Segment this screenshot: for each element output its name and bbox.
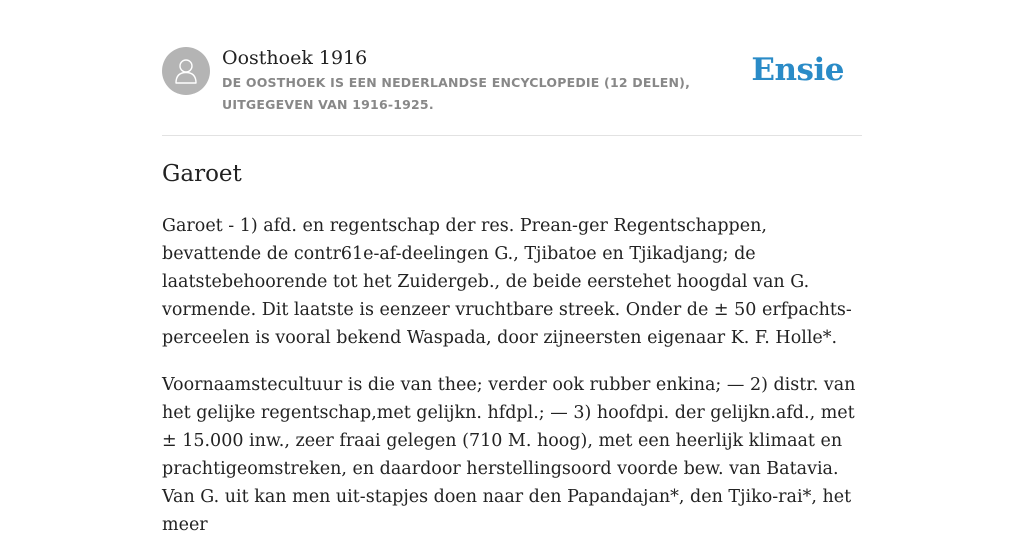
- source-avatar: [162, 47, 210, 95]
- source-description: DE OOSTHOEK IS EEN NEDERLANDSE ENCYCLOPEDIE (12 DELEN), UITGEGEVEN VAN 1916-1925.: [222, 75, 691, 112]
- article-paragraph: Garoet - 1) afd. en regentschap der res. Prean-ger Regentschappen, bevattende de contr61e-af-deelingen G., Tjibatoe en Tjikadjang; de laatstebehoorende tot het Zuidergeb., de beide eerstehet hoogdal van G. vormende. Dit laatste is eenzeer vruchtbare streek. Onder de ± 50 erfpachts-perceelen is vooral bekend Waspada, door zijneersten eigenaar K. F. Holle*.: [162, 216, 852, 348]
- source-header: [162, 46, 862, 116]
- source-name[interactable]: Oosthoek 1916: [222, 47, 368, 69]
- ensie-logo-link[interactable]: Ensie: [751, 52, 844, 88]
- article-body: [162, 212, 867, 558]
- header-divider: [162, 135, 862, 136]
- user-silhouette-icon: [171, 56, 201, 86]
- article-paragraph: Voornaamstecultuur is die van thee; verder ook rubber enkina; — 2) distr. van het gelijke regentschap,met gelijkn. hfdpl.; — 3) hoofdpi. der gelijkn.afd., met ± 15.000 inw., zeer fraai gelegen (710 M. hoog), met een heerlijk klimaat en prachtigeomstreken, en daardoor herstellingsoord voorde bew. van Batavia. Van G. uit kan men uit-stapjes doen naar den Papandajan*, den Tjiko-rai*, het meer: [162, 375, 856, 535]
- article-title: Garoet: [162, 161, 242, 187]
